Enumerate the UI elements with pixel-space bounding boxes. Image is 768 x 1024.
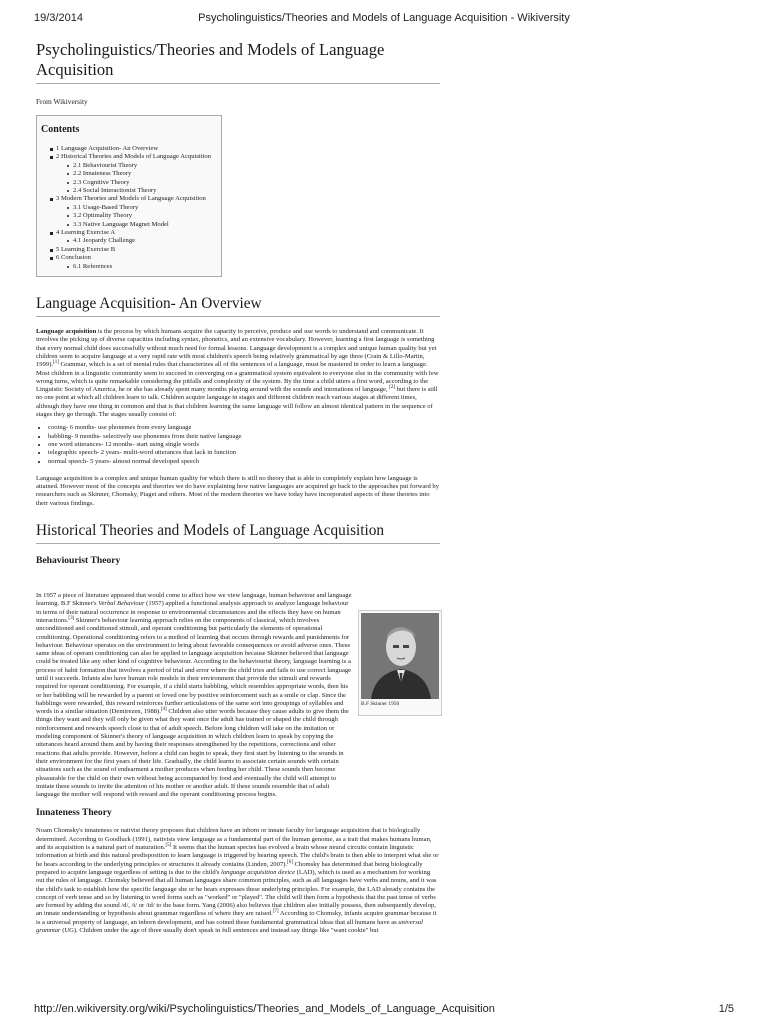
section-heading-historical: Historical Theories and Models of Language Acquisition [36,522,440,544]
toc-link[interactable]: 5 Learning Exercise B [56,245,116,253]
toc-item[interactable] [41,179,217,187]
print-footer [34,1003,734,1015]
reference-link[interactable]: [2] [389,384,396,390]
behaviourist-paragraph: In 1957 a piece of literature appeared that would come to affect how we view language, human behaviour and language learning. B.F Skinner's Verbal Behaviour (1957) applied a functional analysis approach to analyze language behaviour in terms of their natural occurrence in response to environmental circumstances and the effects they have on human interactions.[3] Skinner's behaviour learning approach relies on the components of classical, which involves unconditioned and conditioned stimuli, and operant conditioning but particularly the elements of operational conditioning. Operational conditioning refers to a method of learning that occurs through rewards and punishments for behaviour. Behaviour operates on the environment to bring about favorable consequences or avoid adverse ones. These same ideas of operant conditioning can also be applied to language acquisition because Skinner believed that language could be treated like any other kind of cognitive behaviour. According to the behaviourist theory, language learning is a process of habit formation that involves a period of trial and error where the child tries and fails to use correct language until it succeeds. Infants also have human role models in their environment that provide the stimuli and rewards required for operant conditioning. For example, if a child starts babbling, which resembles appropriate words, then his or her babbling will be rewarded by a parent or loved one by positive reinforcement such as a smile or clap. Since the babblings were rewarded, this reward reinforces further articulations of the same sort into groupings of syllables and words in a similar situation (Demirezen, 1988).[4] Children also utter words because they cause adults to give them the things they want and they will only be given what they want once the adult has trained or shaped the child through reinforcement and rewards speech close to that of adult speech. Before long children will take on the imitation or modeling component of Skinner's theory of language acquisition in which children learn to speak by copying the utterances heard around them and by having their responses strengthened by the repetitions, corrections and other reactions that adults provide. However, before a child can begin to speak, they first start by listening to the sounds in their environment for the first years of their life. Gradually, the child learns to associate certain sounds with certain situations such as the sound of endearment a mother produces when feeding her child. These sounds then become pleasurable for the child on their own without being accompanied by food and eventually the child will attempt to imitate these sounds to invite the attention of his mother or another adult. If these sounds resemble that of adult language the mother will respond with reward and the operant conditioning process begins. [36,592,352,799]
toc-link[interactable]: 3.2 Optimality Theory [73,212,133,220]
toc-link[interactable]: 3.1 Usage-Based Theory [73,203,139,211]
toc-item[interactable] [41,187,217,195]
stage-list-item: • babbling- 9 months- selectively use phonemes from their native language [48,433,440,441]
print-header [34,12,734,24]
overview-paragraph-2: Language acquisition is a complex and unique human quality for which there is still no theory that is able to completely explain how language is attained. However most of the concepts and theories we do have explaining how native languages are acquired go back to the approaches put forward by researchers such as Skinner, Chomsky, Piaget and others. Most of the modern theories we have today have incorporated aspects of these theories into their various findings. [36,474,439,507]
toc-link[interactable]: 6.1 References [73,262,113,270]
toc-link[interactable]: 2.2 Innateness Theory [73,170,132,178]
overview-paragraph-1: Language acquisition is the process by which humans acquire the capacity to perceive, produce and use words to understand and communicate. It involves the picking up of diverse capacities including syntax, phonetics, and an extensive vocabulary. However, learning a first language is something that every normal child does successfully without much need for formal lessons. Language development is a complex and unique human quality but yet children seem to acquire language at a very rapid rate with most children's speech being relatively grammatical by age three (Crain & Lillo-Martin, 1999).[1] Grammar, which is a set of mental rules that characterizes all of the sentences of a language, must be mastered in order to learn a language. Most children in a linguistic community seem to succeed in converging on a grammatical system equivalent to everyone else in the community with few wrong turns, which is quite remarkable considering the pitfalls and complexity of the system. By the time a child utters a first word, according to the Linguistic Society of America, he or she has already spent many months playing around with the sounds and intonations of language, [2] but there is still no one point at which all children learn to talk. Children acquire language in stages and different children reach various stages at different times, although they have one thing in common and that is that children learning the same language will follow an almost identical pattern in the sequence of stages they go through. The stages usually consist of: [36,328,439,419]
toc-link[interactable]: 2.4 Social Interactionist Theory [73,187,157,195]
reference-link[interactable]: [1] [53,360,59,366]
reference-link[interactable]: [7] [272,909,279,915]
toc-link[interactable]: 4 Learning Exercise A [56,229,116,237]
toc-item[interactable] [41,153,217,161]
reference-link[interactable]: [6] [287,859,293,865]
page-title: Psycholinguistics/Theories and Models of Language Acquisition [36,40,440,84]
subsection-heading-innateness: Innateness Theory [36,807,112,819]
toc-item[interactable] [41,170,217,178]
innateness-paragraph: Noam Chomsky's innateness or nativist theory proposes that children have an inborn or innate faculty for language acquisition that is biologically determined. According to Goodluck (1991), nativists view language as a fundamental part of the human genome, as a trait that makes humans human, and its acquisition is a natural part of maturation.[5] It seems that the human species has evolved a brain whose neural circuits contain linguistic information at birth and this natural predisposition to learn language is triggered by hearing speech. The child's brain is then able to interpret what she or he hears according to the underlying principles or structures it already contains (Linden, 2007).[6] Chomsky has determined that being biologically prepared to acquire language regardless of setting is due to the child's language acquisition device (LAD), which is used as a mechanism for working out the rules of language. Chomsky believed that all human languages share common principles, such as all languages have verbs and nouns, and it was the child's task to establish how the specific language she or he hears expresses these underlying principles. For example, the LAD already contains the concept of verb tense and so by listening to word forms such as "worked" or "played". The child will then form a hypothesis that the past tense of verbs are formed by adding the sound /d/, /t/ or /id/ to the base form. Yang (2006) also believes that children also initially possess, then subsequently develop, an innate understanding or hypothesis about grammar regardless of where they are raised.[7] According to Chomsky, infants acquire grammar because it is a universal property of language, an inborn development, and has coined these fundamental grammatical ideas that all humans have as universal grammar (UG). Children under the age of three usually don't speak in full sentences and instead say things like "want cookie" but [36,827,439,935]
toc-item[interactable] [41,246,217,254]
page-url-link[interactable]: http://en.wikiversity.org/wiki/Psycholinguistics/Theories_and_Models_of_Language_Acquisition [34,1003,495,1015]
site-subtitle: From Wikiversity [36,97,88,106]
toc-link[interactable]: 4.1 Jeopardy Challenge [73,237,136,245]
toc-link[interactable]: 6 Conclusion [56,254,91,262]
toc-item[interactable] [41,263,217,271]
toc-item[interactable] [41,204,217,212]
toc-item[interactable] [41,212,217,220]
print-title: Psycholinguistics/Theories and Models of Language Acquisition - Wikiversity [198,12,570,24]
reference-link[interactable]: [4] [160,707,167,712]
toc-link[interactable]: 3.3 Native Language Magnet Model [73,220,169,228]
reference-link[interactable]: [3] [68,615,75,621]
section-heading-overview: Language Acquisition- An Overview [36,295,440,317]
print-date: 19/3/2014 [34,12,83,24]
toc-item[interactable] [41,145,217,153]
toc-link[interactable]: 2.3 Cognitive Theory [73,178,130,186]
bold-term: Language acquisition [36,328,97,336]
toc-link[interactable]: 1 Language Acquisition- An Overview [56,145,159,152]
skinner-photo-thumbnail[interactable] [358,610,442,716]
skinner-portrait-image [361,613,439,699]
toc-item[interactable] [41,254,217,262]
article-content [36,40,440,935]
toc-item[interactable] [41,162,217,170]
stage-list-item: • normal speech- 5 years- almost normal developed speech [48,458,440,466]
toc-item[interactable] [41,195,217,203]
stages-list [36,424,440,465]
page-number: 1/5 [718,1003,734,1015]
toc-item[interactable] [41,237,217,245]
table-of-contents [36,115,222,277]
toc-link[interactable]: 2 Historical Theories and Models of Language Acquisition [56,153,211,161]
toc-item[interactable] [41,229,217,237]
stage-list-item: • one word utterances- 12 months- start using single words [48,441,440,449]
toc-link[interactable]: 2.1 Behaviourist Theory [73,161,138,169]
toc-title: Contents [41,124,80,135]
stage-list-item: • cooing- 6 months- use phonemes from every language [48,424,440,432]
toc-list [41,145,217,271]
subsection-heading-behaviourist: Behaviourist Theory [36,555,121,567]
toc-item[interactable] [41,221,217,229]
image-caption: B.F Skinner 1950 [361,701,400,707]
toc-link[interactable]: 3 Modern Theories and Models of Language Acquisition [56,195,206,203]
stage-list-item: • telegraphic speech- 2 years- multi-word utterances that lack in function [48,449,440,457]
reference-link[interactable]: [5] [165,842,172,848]
